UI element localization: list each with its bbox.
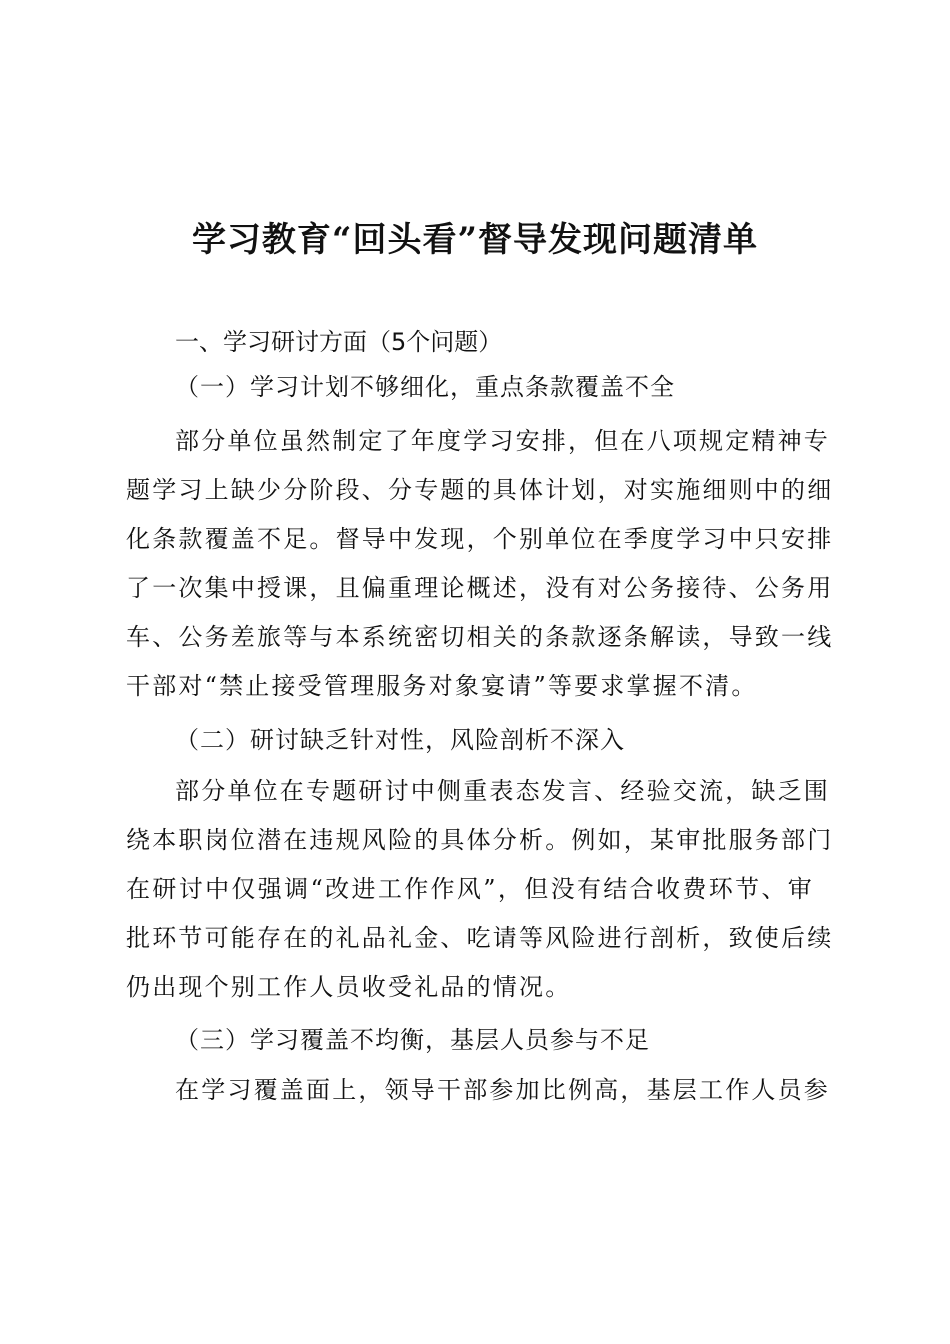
paragraph-line: 部分单位虽然制定了年度学习安排，但在八项规定精神专 [175, 427, 830, 455]
paragraph-line: 部分单位在专题研讨中侧重表态发言、经验交流，缺乏围 [175, 777, 830, 805]
paragraph-line: 在学习覆盖面上，领导干部参加比例高，基层工作人员参 [175, 1076, 830, 1104]
paragraph-line: 在研讨中仅强调“改进工作作风”，但没有结合收费环节、审 [126, 875, 814, 903]
paragraph-line: 绕本职岗位潜在违规风险的具体分析。例如，某审批服务部门 [126, 826, 834, 854]
item-paragraph-3 [126, 1066, 830, 1115]
item-heading-3: （三）学习覆盖不均衡，基层人员参与不足 [175, 1026, 650, 1054]
paragraph-line: 批环节可能存在的礼品礼金、吃请等风险进行剖析，致使后续 [126, 924, 834, 952]
item-paragraph-2 [126, 767, 834, 1012]
paragraph-line: 车、公务差旅等与本系统密切相关的条款逐条解读，导致一线 [126, 623, 834, 651]
paragraph-line: 化条款覆盖不足。督导中发现，个别单位在季度学习中只安排 [126, 525, 834, 553]
item-heading-2: （二）研讨缺乏针对性，风险剖析不深入 [175, 726, 625, 754]
paragraph-line: 题学习上缺少分阶段、分专题的具体计划，对实施细则中的细 [126, 476, 834, 504]
paragraph-line: 了一次集中授课，且偏重理论概述，没有对公务接待、公务用 [126, 574, 834, 602]
paragraph-line: 干部对“禁止接受管理服务对象宴请”等要求掌握不清。 [126, 672, 758, 700]
item-paragraph-1 [126, 417, 834, 711]
section-heading-1: 一、学习研讨方面（5个问题） [175, 328, 503, 356]
paragraph-line: 仍出现个别工作人员收受礼品的情况。 [126, 973, 572, 1001]
document-title: 学习教育“回头看”督导发现问题清单 [191, 220, 759, 260]
item-heading-1: （一）学习计划不够细化，重点条款覆盖不全 [175, 373, 675, 401]
